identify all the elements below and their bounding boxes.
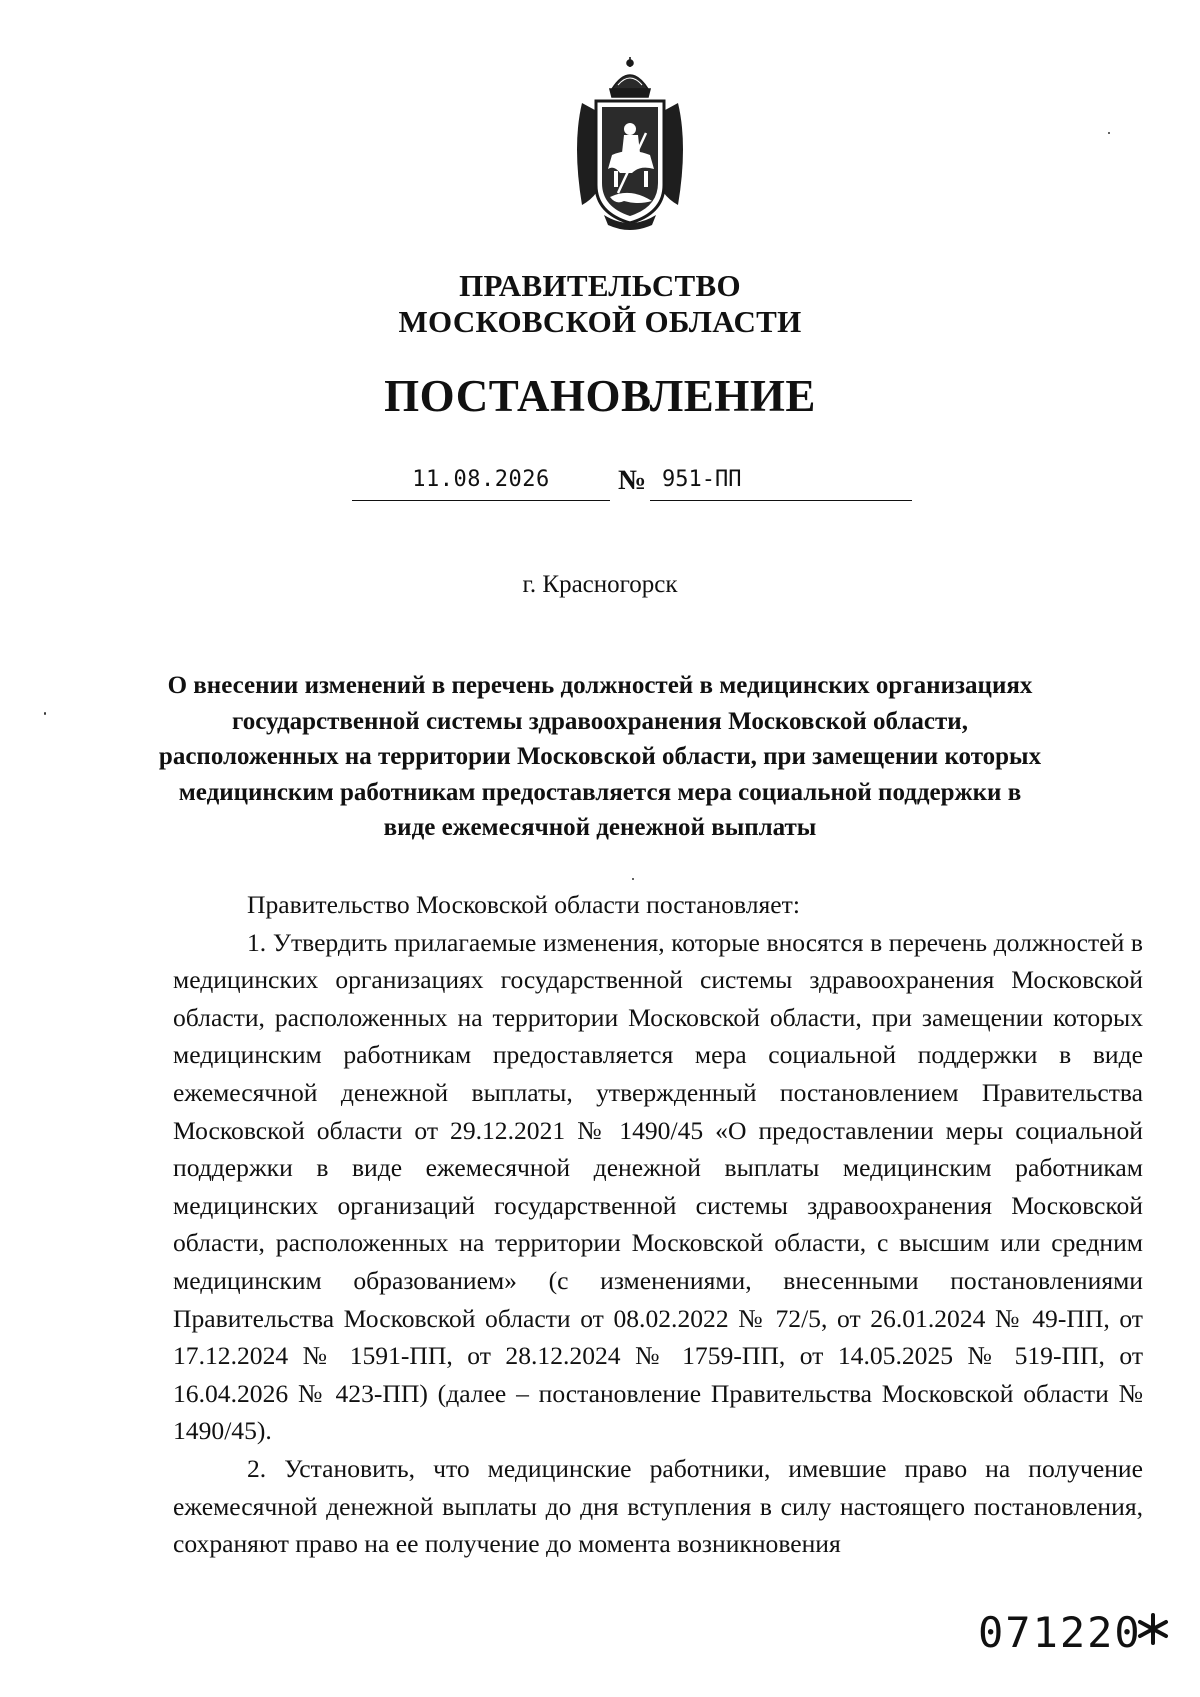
coat-of-arms-emblem [560, 55, 700, 230]
document-body [173, 886, 1143, 1563]
document-title: ПОСТАНОВЛЕНИЕ [384, 371, 816, 421]
government-name-line1: ПРАВИТЕЛЬСТВО [459, 268, 741, 303]
scan-speck [1108, 132, 1110, 134]
number-field [650, 462, 912, 501]
scan-speck [632, 878, 634, 880]
number-sign: № [618, 465, 647, 496]
document-number: 951-ПП [662, 467, 742, 492]
date-field [352, 462, 610, 501]
government-name-line2: МОСКОВСКОЙ ОБЛАСТИ [398, 304, 802, 339]
registration-line [352, 462, 912, 506]
body-preamble: Правительство Московской области постановляет: [247, 890, 800, 919]
city-name: г. Красногорск [522, 571, 678, 598]
body-paragraph-2: 2. Установить, что медицинские работники, имевшие право на получение ежемесячной денежной выплаты до дня вступления в силу настоящего постановления, сохраняют право на ее получение до момента возникновения [173, 1453, 1143, 1559]
document-date: 11.08.2026 [412, 467, 550, 492]
body-paragraph-1: 1. Утвердить прилагаемые изменения, которые вносятся в перечень должностей в медицинских организациях государственной системы здравоохранения Московской области, расположенных на территории Московской области, при замещении которых медицинским работникам предоставляется мера социальной поддержки в виде ежемесячной денежной выплаты, утвержденный постановлением Правительства Московской области от 29.12.2021 № 1490/45 «О предоставлении меры социальной поддержки в виде ежемесячной денежной выплаты медицинским работникам медицинских организаций государственной системы здравоохранения Московской области, расположенных на территории Московской области, с высшим или средним медицинским образованием» (с изменениями, внесенными постановлениями Правительства Московской области от 08.02.2022 № 72/5, от 26.01.2024 № 49-ПП, от 17.12.2024 № 1591-ПП, от 28.12.2024 № 1759-ПП, от 14.05.2025 № 519-ПП, от 16.04.2026 № 423-ПП) (далее – постановление Правительства Московской области № 1490/45). [173, 927, 1143, 1446]
document-subject: О внесении изменений в перечень должностей в медицинских организациях государственной системы здравоохранения Московской области, расположенных на территории Московской области, при замещении которых медицинским работникам предоставляется мера социальной поддержки в виде ежемесячной денежной выплаты [158, 672, 1042, 841]
asterisk-icon [1136, 1612, 1170, 1646]
serial-number: 071220 [978, 1608, 1142, 1657]
scan-speck [44, 712, 46, 715]
